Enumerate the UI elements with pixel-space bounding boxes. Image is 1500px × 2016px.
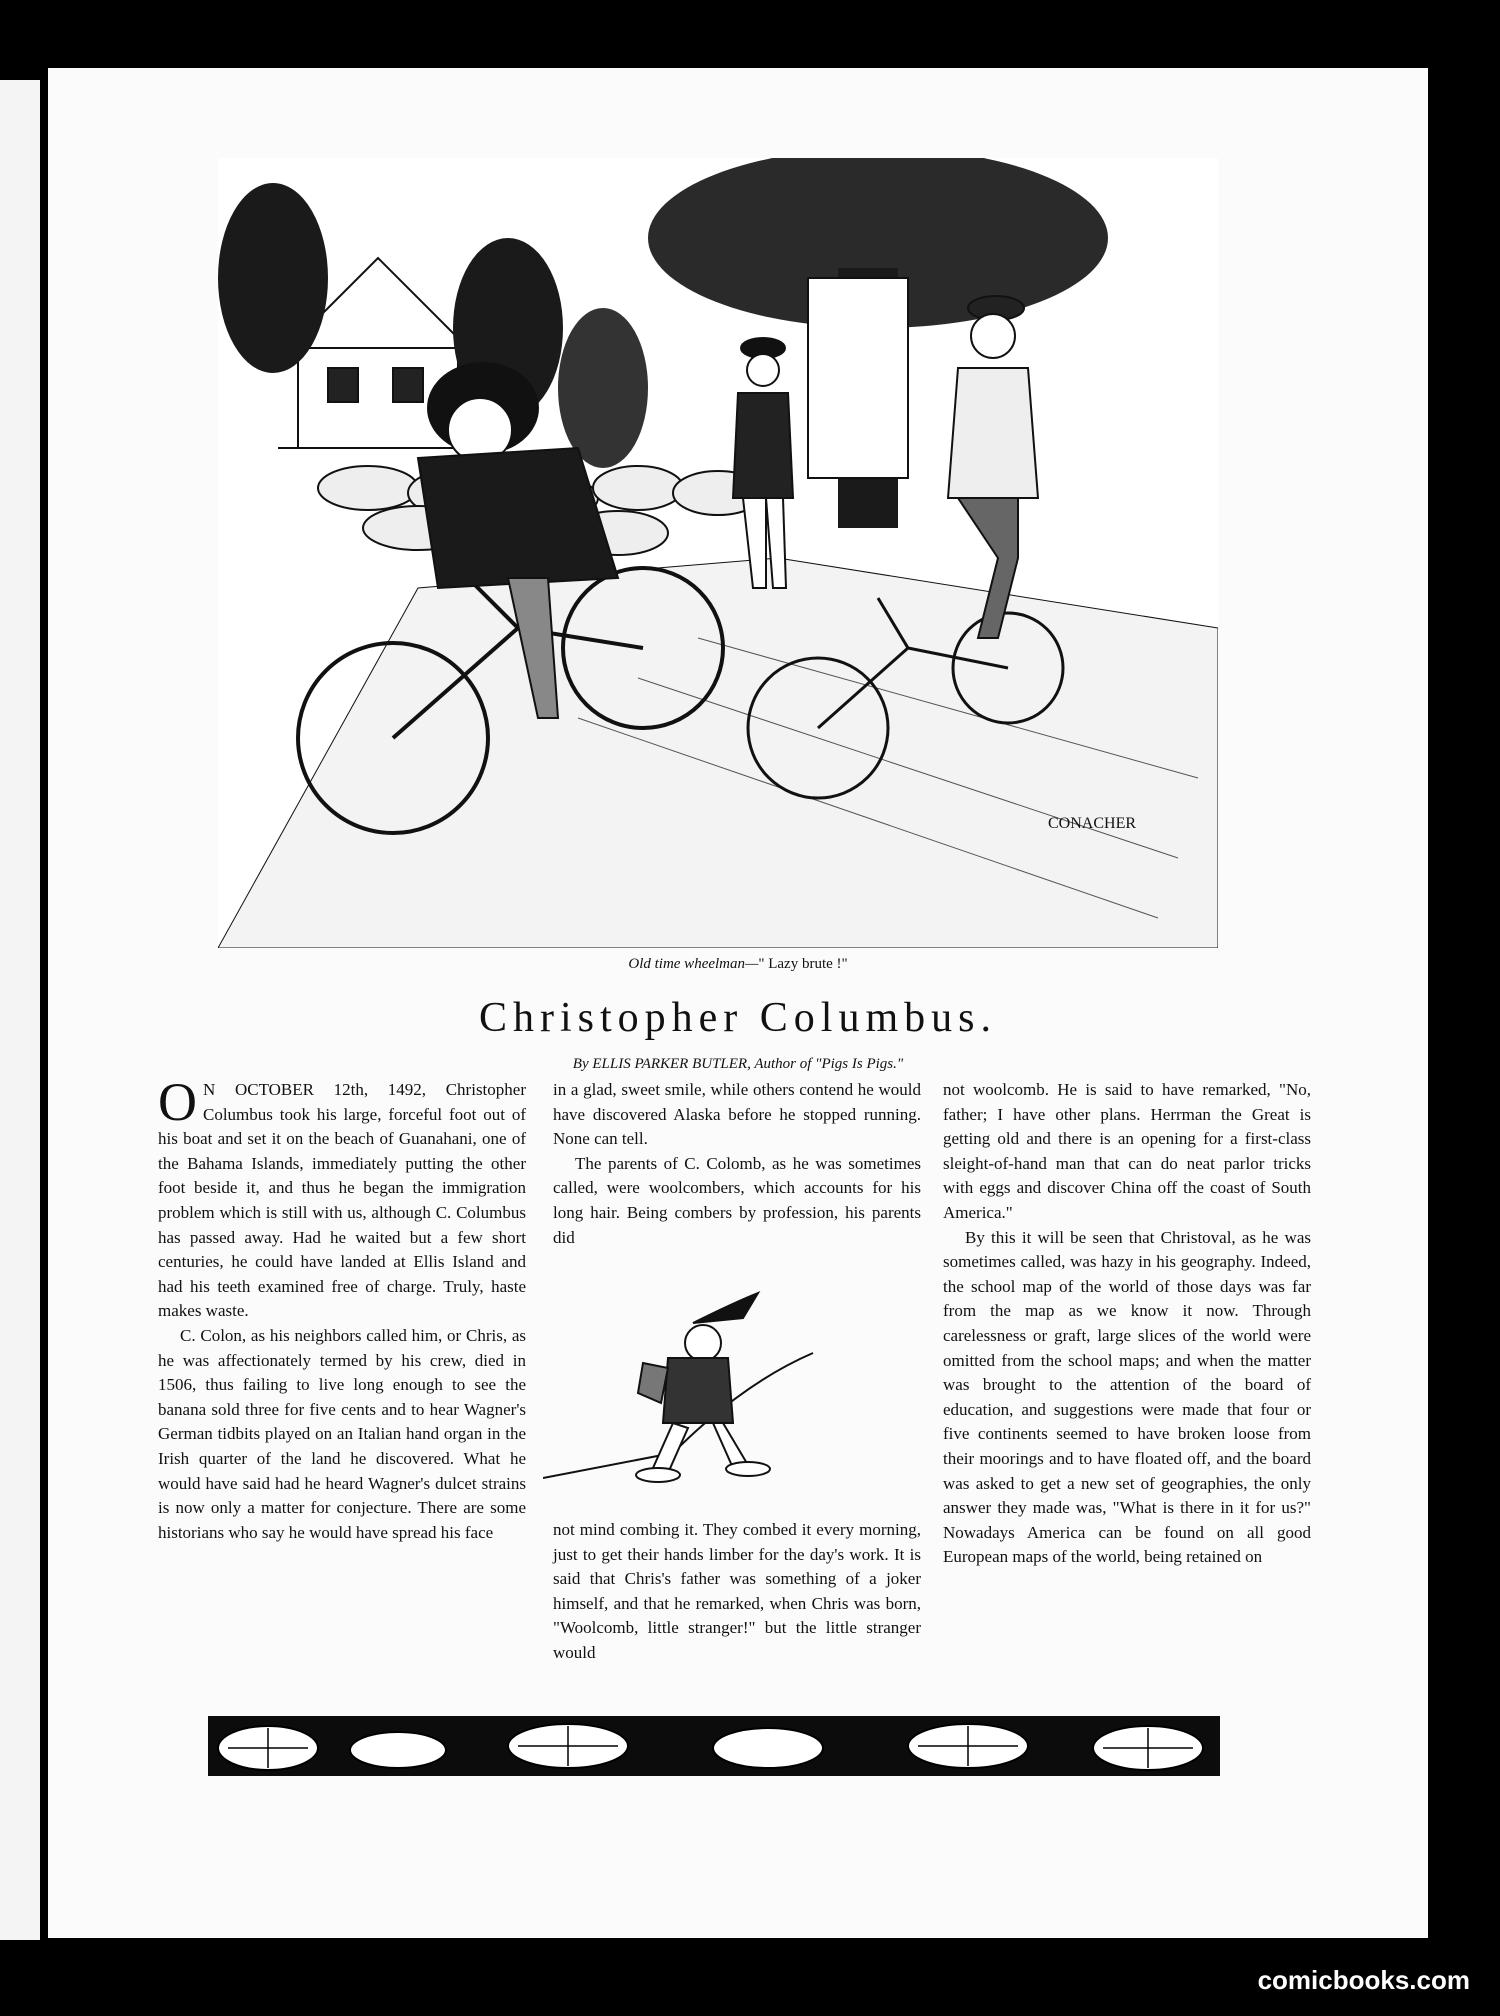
caption-quote: " Lazy brute !" [758,956,848,972]
col2-para-2: The parents of C. Colomb, as he was sometimes called, were woolcombers, which accounts for his long hair. Being combers by profession, his parents did [553,1153,921,1247]
caption-speaker: Old time wheelman— [628,956,759,972]
text-column-2-top [553,1078,921,1250]
watermark: comicbooks.com [1257,1965,1470,1995]
col1-para-2: C. Colon, as his neighbors called him, or Chris, as he was affectionately termed by his crew, died in 1506, thus failing to live long enough to see the banana sold three for five cents and to hear Wagner's German tidbits played on an Italian hand organ in the Irish quarter of the land he discovered. What he would have said had he heard Wagner's dulcet strains is now only a matter for conjecture. There are some historians who say he would have spread his face [158,1325,526,1542]
facing-page-edge [0,80,40,1940]
text-column-1 [158,1072,526,1545]
article-title: Christopher Columbus. [478,995,997,1041]
col1-para-1: N OCTOBER 12th, 1492, Christopher Columbus took his large, forceful foot out of his boat and set it on the beach of Guanahani, one of the Bahama Islands, immediately putting the other foot beside it, and thus he began the immigration problem which is still with us, although C. Columbus has passed away. Had he waited but a few short centuries, he could have landed at Ellis Island and had his teeth examined free of charge. Truly, haste makes waste. [158,1080,526,1321]
text-column-3 [943,1078,1311,1570]
illustration-caption [48,956,1428,973]
artist-signature: CONACHER [1048,815,1137,832]
article-byline: By ELLIS PARKER BUTLER, Author of "Pigs Is Pigs." [572,1056,904,1072]
columbus-sketch [543,1283,821,1493]
text-column-2-bottom [553,1518,921,1666]
col3-para-1: not woolcomb. He is said to have remarked, "No, father; I have other plans. Herrman the Great is getting old and there is an opening for a first-class sleight-of-hand man that can do neat parlor tricks with eggs and discover China off the coast of South America." [943,1080,1311,1222]
turtle-border-ornament [208,1716,1220,1776]
col2-para-3: not mind combing it. They combed it every morning, just to get their hands limber for the day's work. It is said that Chris's father was something of a joker himself, and that he remarked, when Chris was born, "Woolcomb, little stranger!" but the little stranger would [553,1520,921,1662]
drop-cap: O [158,1072,197,1132]
col2-para-1: in a glad, sweet smile, while others contend he would have discovered Alaska before he stopped running. None can tell. [553,1080,921,1149]
wheelman-illustration [218,158,1218,948]
magazine-page [48,68,1428,1938]
col3-para-2: By this it will be seen that Christoval, as he was sometimes called, was hazy in his geography. Indeed, the school map of the world of those days was far from the map as we know it now. Through carelessness or graft, large slices of the world were omitted from the school maps; and when the matter was brought to the attention of the board of education, and suggestions were made that four or five continents seemed to have broken loose from their moorings and to have floated off, and the board was asked to get a new set of geographies, the only answer they made was, "What is there in it for us?" Nowadays America can be found on all good European maps of the world, being retained on [943,1227,1311,1567]
